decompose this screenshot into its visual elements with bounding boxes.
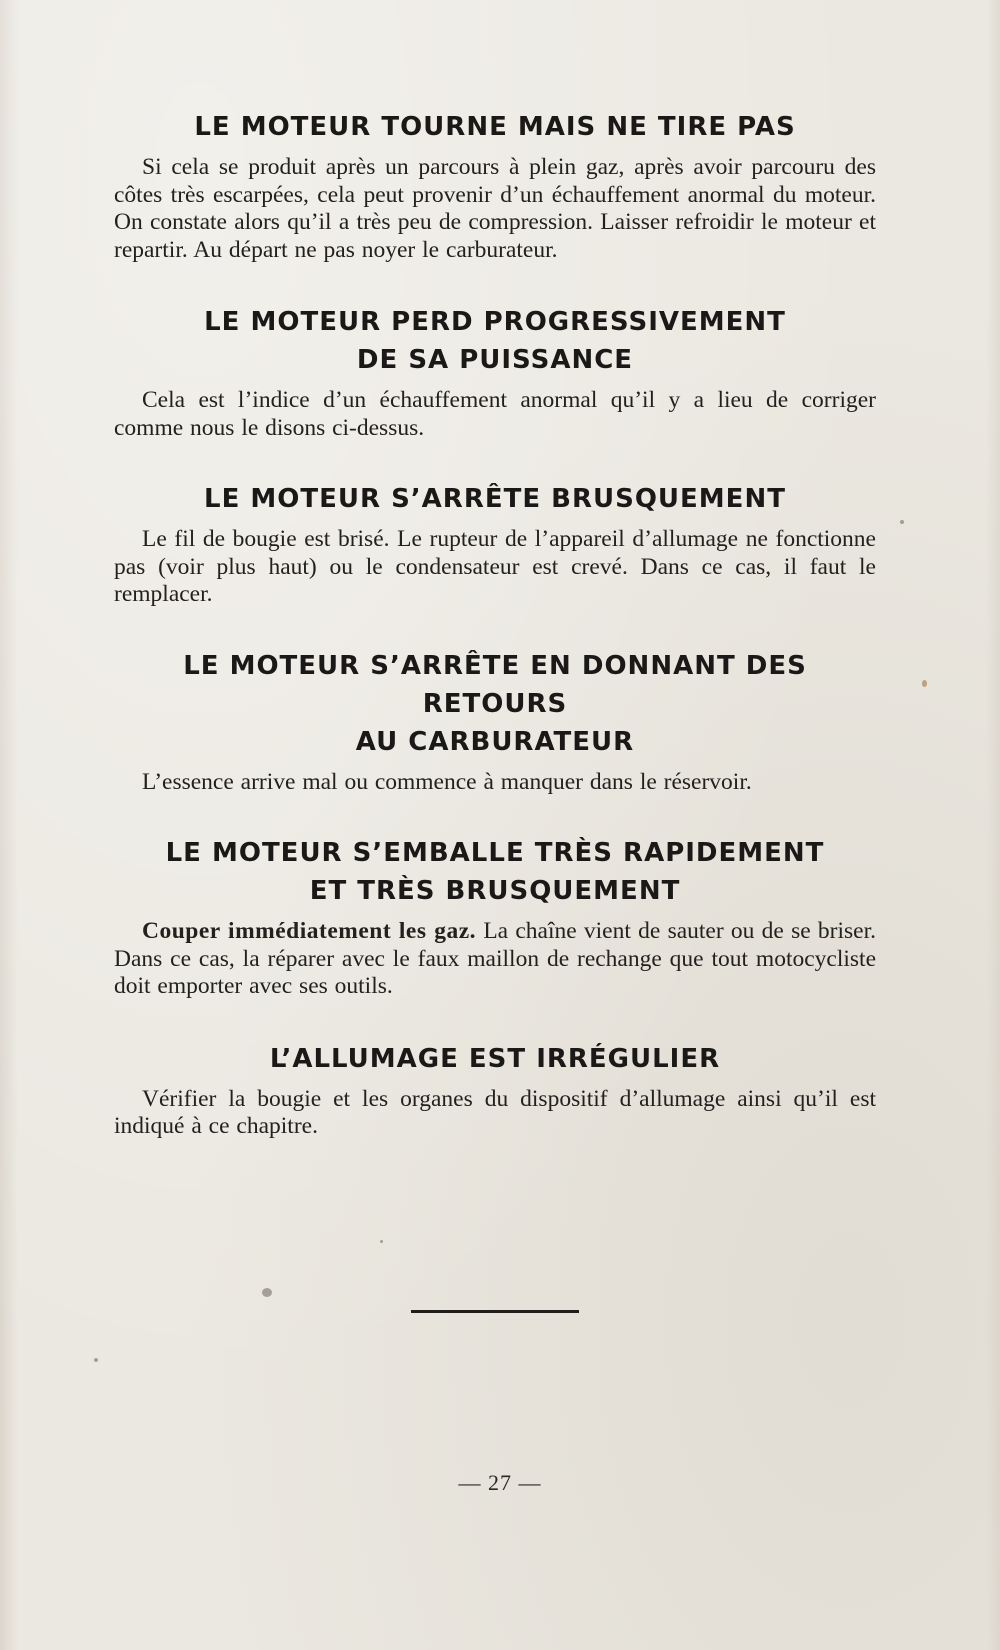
end-rule — [411, 1310, 579, 1313]
paper-speck — [922, 680, 927, 687]
section-engine-runs-no-pull — [114, 108, 876, 264]
section-heading — [114, 834, 876, 910]
body-text: La chaîne vient de sauter ou de se briser. Dans ce cas, la réparer avec le faux maillon de rechange que tout motocycliste doit emporter avec ses outils. — [114, 918, 876, 999]
section-body: L’essence arrive mal ou commence à manquer dans le réservoir. — [142, 768, 752, 795]
section-heading: LE MOTEUR TOURNE MAIS NE TIRE PAS — [194, 112, 796, 142]
paper-speck — [94, 1358, 98, 1362]
heading-line-2: DE SA PUISSANCE — [356, 345, 634, 375]
page-number: — 27 — — [458, 1470, 542, 1495]
section-heading — [114, 647, 876, 761]
section-body — [114, 918, 876, 1001]
section-body: Le fil de bougie est brisé. Le rupteur de l’appareil d’allumage ne fonctionne pas (voir plus haut) ou le condensateur est crevé. Dans ce cas, il faut le remplacer. — [114, 526, 876, 607]
heading-line-2: ET TRÈS BRUSQUEMENT — [309, 876, 681, 906]
section-heading: LE MOTEUR S’ARRÊTE BRUSQUEMENT — [204, 484, 786, 514]
heading-line-2: AU CARBURATEUR — [355, 726, 635, 757]
section-body: Vérifier la bougie et les organes du dispositif d’allumage ainsi qu’il est indiqué à ce chapitre. — [114, 1085, 876, 1139]
body-emphasis: Couper immédiatement les gaz. — [142, 918, 477, 944]
section-engine-loses-power — [114, 303, 876, 442]
heading-line-1: LE MOTEUR S’EMBALLE TRÈS RAPIDEMENT — [165, 838, 825, 868]
section-irregular-ignition — [114, 1040, 876, 1141]
section-engine-races — [114, 834, 876, 1001]
section-heading: L’ALLUMAGE EST IRRÉGULIER — [269, 1043, 721, 1074]
heading-line-1: LE MOTEUR PERD PROGRESSIVEMENT — [204, 307, 786, 337]
section-body: Cela est l’indice d’un échauffement anormal qu’il y a lieu de corriger comme nous le disons ci-dessus. — [114, 387, 876, 441]
page-content — [114, 108, 876, 1141]
section-engine-backfires — [114, 647, 876, 797]
section-engine-stops-suddenly — [114, 480, 876, 609]
section-heading — [114, 303, 876, 379]
paper-speck — [900, 520, 904, 524]
heading-line-1: LE MOTEUR S’ARRÊTE EN DONNANT DES RETOURS — [183, 650, 807, 719]
paper-speck — [262, 1288, 272, 1297]
section-body: Si cela se produit après un parcours à plein gaz, après avoir parcouru des côtes très escarpées, cela peut provenir d’un échauffement anormal du moteur. On constate alors qu’il a très peu de compression. Laisser refroidir le moteur et repartir. Au départ ne pas noyer le carburateur. — [114, 154, 876, 263]
paper-speck — [380, 1240, 383, 1243]
